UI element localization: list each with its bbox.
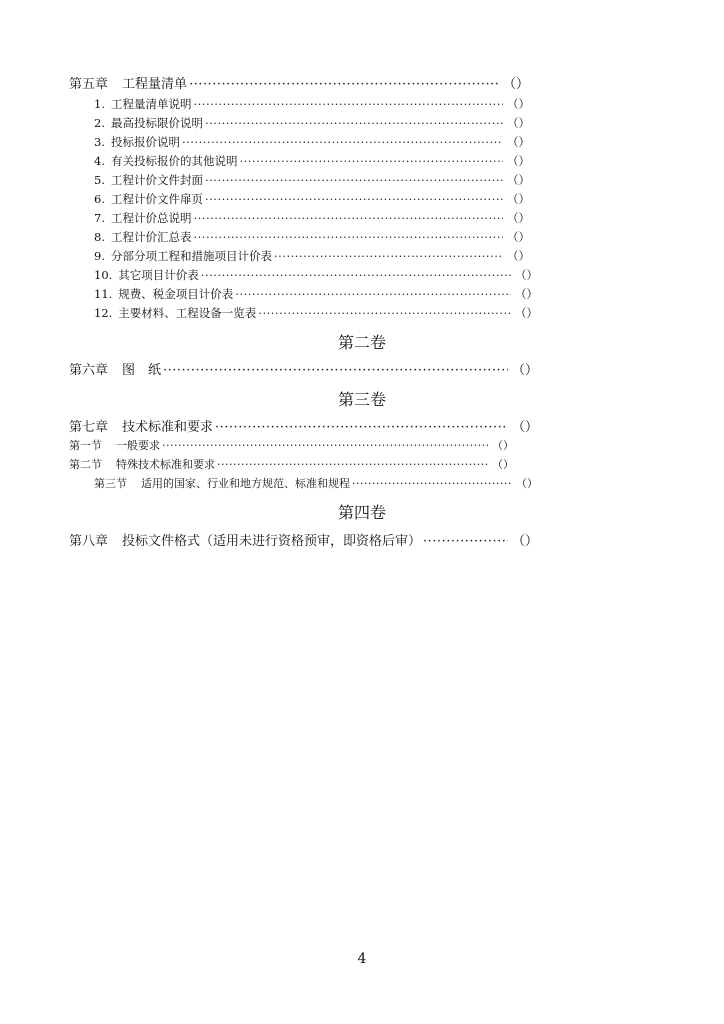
toc-item[interactable] [94,230,530,245]
volume-heading-3: 第三卷 [337,390,386,409]
toc-item[interactable] [94,135,530,150]
volume-heading-4: 第四卷 [337,503,386,522]
page-ref: （） [507,97,530,111]
toc-item[interactable] [94,211,530,226]
dot-leader [193,211,503,226]
section-title: 特殊技术标准和要求 [116,458,215,471]
chapter-number: 第八章 [69,534,109,549]
chapter-title: 技术标准和要求 [122,420,214,435]
page-ref: （） [507,230,530,244]
item-number: 5. [94,173,105,187]
dot-leader [217,457,488,472]
page-ref: （） [507,192,530,206]
dot-leader [205,116,503,131]
toc-item[interactable] [94,268,538,283]
item-number: 6. [94,192,105,206]
page-number: 4 [357,951,367,967]
toc-item[interactable] [94,249,530,264]
page-ref: （） [507,173,530,187]
dot-leader [239,154,503,169]
dot-leader [205,192,503,207]
page-ref: （） [515,287,538,301]
item-number: 2. [94,116,105,130]
item-number: 11. [94,287,113,301]
item-title: 工程计价总说明 [110,211,192,225]
toc-entry-chapter-7[interactable] [69,419,538,436]
toc-entry-chapter-5[interactable] [69,76,529,93]
chapter-number: 第六章 [69,363,109,378]
page-ref: （） [516,477,538,490]
toc-item[interactable] [94,154,530,169]
page-ref: （） [507,211,530,225]
chapter-title: 投标文件格式（适用未进行资格预审，即资格后审） [122,534,422,549]
page-ref: （） [511,420,538,435]
toc-item[interactable] [94,306,538,321]
dot-leader [215,419,508,436]
page-ref: （） [507,154,530,168]
toc-item[interactable] [94,192,530,207]
page-ref: （） [515,306,538,320]
item-number: 12. [94,306,113,320]
dot-leader [423,533,508,550]
page-ref: （） [507,249,530,263]
item-number: 10. [94,268,113,282]
toc-entry-chapter-8[interactable] [69,533,538,550]
chapter-number: 第七章 [69,420,109,435]
dot-leader [258,306,511,321]
dot-leader [182,135,503,150]
dot-leader [205,173,503,188]
item-title: 其它项目计价表 [118,268,199,282]
page-ref: （） [511,363,538,378]
toc-section[interactable] [69,457,514,472]
page-ref: （） [507,116,530,130]
item-title: 规费、税金项目计价表 [118,287,234,301]
item-title: 工程计价文件封面 [110,173,203,187]
toc-item[interactable] [94,116,530,131]
item-number: 4. [94,154,105,168]
page-ref: （） [507,135,530,149]
section-number: 第二节 [69,458,102,471]
item-number: 9. [94,249,105,263]
item-title: 投标报价说明 [110,135,180,149]
dot-leader [352,476,512,491]
dot-leader [201,268,511,283]
page-ref: （） [502,77,529,92]
page-ref: （） [492,458,514,471]
item-title: 分部分项工程和措施项目计价表 [110,249,272,263]
dot-leader [274,249,503,264]
toc-section[interactable] [69,438,514,453]
item-title: 有关投标报价的其他说明 [110,154,238,168]
toc-item[interactable] [94,173,530,188]
toc-entry-chapter-6[interactable] [69,362,538,379]
page-ref: （） [492,439,514,452]
section-title: 一般要求 [116,439,160,452]
dot-leader [193,230,503,245]
dot-leader [162,438,488,453]
item-number: 3. [94,135,105,149]
page-ref: （） [515,268,538,282]
dot-leader [193,97,503,112]
toc-section[interactable] [94,476,538,491]
item-title: 工程量清单说明 [110,97,192,111]
dot-leader [235,287,511,302]
item-number: 1. [94,97,105,111]
item-title: 最高投标限价说明 [110,116,203,130]
dot-leader [189,76,499,93]
item-title: 工程计价文件扉页 [110,192,203,206]
toc-item[interactable] [94,287,538,302]
chapter-title: 图 纸 [122,363,162,378]
volume-heading-2: 第二卷 [337,333,386,352]
page-ref: （） [511,534,538,549]
item-title: 主要材料、工程设备一览表 [118,306,257,320]
section-number: 第三节 [94,477,127,490]
chapter-number: 第五章 [69,77,109,92]
toc-item[interactable] [94,97,530,112]
section-title: 适用的国家、行业和地方规范、标准和规程 [141,477,350,490]
item-number: 8. [94,230,105,244]
section-number: 第一节 [69,439,102,452]
item-title: 工程计价汇总表 [110,230,192,244]
dot-leader [163,362,508,379]
item-number: 7. [94,211,105,225]
chapter-title: 工程量清单 [122,77,188,92]
